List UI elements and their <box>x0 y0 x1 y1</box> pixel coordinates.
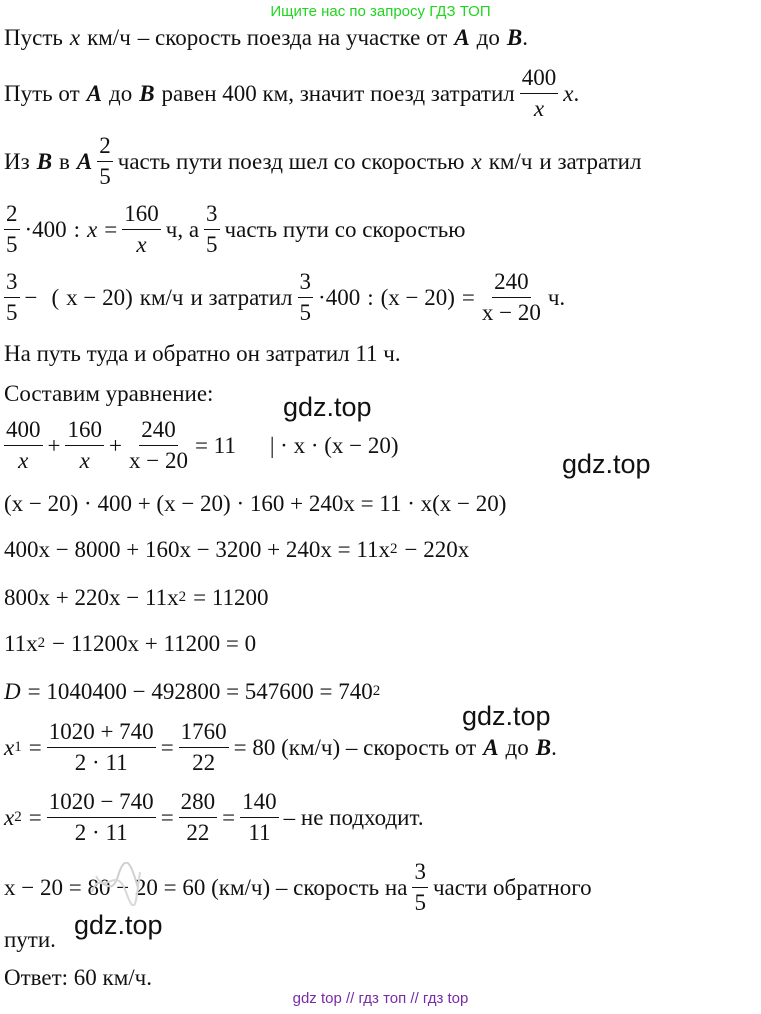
line-path-end: пути. <box>4 927 56 952</box>
fraction: $\frac{280}{22}$ <box>180 789 216 846</box>
fraction: $\frac{240}{x - 20}$ <box>128 417 188 474</box>
fraction: $\frac{240}{x - 20}$ <box>481 269 541 326</box>
line-compose-equation: Составим уравнение: <box>4 381 214 406</box>
line-quadratic: 11x 2 − 11200x + 11200 = 0 <box>4 631 257 656</box>
line-root-2: x 2 = $\frac{1020 - 740}{2 \cdot 11}$ = $\frac{280}{22}$ = $\frac{140}{11}$ – не подходит. <box>4 789 424 846</box>
watermark: gdz.top <box>462 701 551 731</box>
watermark: gdz.top <box>74 910 163 940</box>
fraction: $\frac{160}{x}$ <box>67 417 102 474</box>
line-speed-definition: Пусть x км/ч – скорость поезда на участке от A до B . <box>4 25 528 50</box>
line-expand-1: (x − 20) · 400 + (x − 20) · 160 + 240x = 11 · x(x − 20) <box>4 491 507 516</box>
line-time-first-part: $\frac{2}{5}$ · 400 : x = $\frac{160}{x}$ ч, а $\frac{3}{5}$ часть пути со скоростью <box>6 201 466 258</box>
line-discriminant: D = 1040400 − 492800 = 547600 = 740 2 <box>4 679 381 704</box>
fraction: $\frac{1020 + 740}{2 \cdot 11}$ <box>48 719 154 776</box>
line-return-speed: x − 20 = 80 − 20 = 60 (км/ч) – скорость на $\frac{3}{5}$ части обратного <box>4 859 592 916</box>
line-answer: Ответ: 60 км/ч. <box>4 965 152 990</box>
line-collect: 800x + 220x − 11x 2 = 11200 <box>4 585 269 610</box>
line-time-second-part: $\frac{3}{5}$ − ( x − 20) км/ч и затратил $\frac{3}{5}$ · 400 : (x − 20) = $\frac{240}{x - 20}$ ч. <box>6 269 566 326</box>
fraction: $\frac{3}{5}$ <box>299 269 312 326</box>
line-equation: $\frac{400}{x}$ + $\frac{160}{x}$ + $\frac{240}{x - 20}$ = 11 | · x · (x − 20) <box>6 417 399 474</box>
watermark: gdz.top <box>283 392 372 422</box>
search-banner: Ищите нас по запросу ГДЗ ТОП <box>270 3 491 20</box>
line-expand-2: 400x − 8000 + 160x − 3200 + 240x = 11x 2 − 220x <box>4 537 470 562</box>
line-return-part: Из B в A $\frac{2}{5}$ часть пути поезд шел со скоростью x км/ч и затратил <box>4 133 642 190</box>
fraction: $\frac{400}{x}$ <box>521 65 557 122</box>
fraction: $\frac{1020 - 740}{2 \cdot 11}$ <box>48 789 154 846</box>
scribble-mark-icon <box>88 862 144 906</box>
fraction: $\frac{3}{5}$ <box>414 859 426 916</box>
fraction: $\frac{3}{5}$ <box>6 269 18 326</box>
watermark: gdz.top <box>562 449 651 479</box>
footer-links[interactable]: gdz top // гдз топ // гдз top <box>292 990 469 1007</box>
fraction: $\frac{400}{x}$ <box>6 417 41 474</box>
line-total-time: На путь туда и обратно он затратил 11 ч. <box>4 341 401 366</box>
fraction: $\frac{3}{5}$ <box>206 201 218 258</box>
fraction: $\frac{1760}{22}$ <box>180 719 227 776</box>
line-distance: Путь от A до B равен 400 км, значит поезд затратил $\frac{400}{x}$ x . <box>4 65 580 122</box>
fraction: $\frac{2}{5}$ <box>6 201 18 258</box>
fraction: $\frac{2}{5}$ <box>99 133 111 190</box>
fraction: $\frac{140}{11}$ <box>242 789 277 846</box>
line-root-1: x 1 = $\frac{1020 + 740}{2 \cdot 11}$ = $\frac{1760}{22}$ = 80 (км/ч) – скорость от A до B . <box>4 719 557 776</box>
fraction: $\frac{160}{x}$ <box>124 201 159 258</box>
